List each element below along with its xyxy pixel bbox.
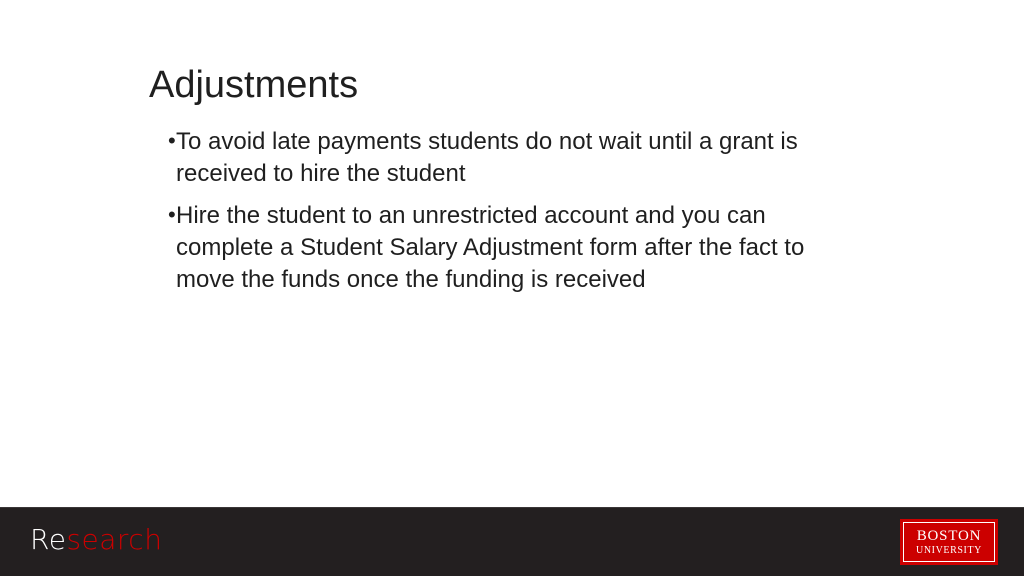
bullet-icon: • bbox=[168, 202, 176, 227]
bullet-list bbox=[170, 126, 830, 296]
bullet-icon: • bbox=[168, 128, 176, 153]
research-brand bbox=[30, 522, 162, 558]
bullet-item bbox=[170, 126, 830, 190]
bullet-text: To avoid late payments students do not wait until a grant is received to hire the student bbox=[176, 128, 798, 187]
bullet-item bbox=[170, 200, 830, 296]
logo-text-university: UNIVERSITY bbox=[916, 544, 982, 556]
brand-part-search: search bbox=[66, 523, 163, 556]
logo-text-boston: BOSTON bbox=[916, 527, 982, 544]
slide-title: Adjustments bbox=[149, 64, 359, 106]
logo-frame bbox=[903, 522, 995, 562]
footer-bar bbox=[0, 507, 1024, 576]
boston-university-logo bbox=[900, 519, 998, 565]
brand-part-re: Re bbox=[30, 523, 67, 556]
bullet-text: Hire the student to an unrestricted account and you can complete a Student Salary Adjustment form after the fact to move the funds once the funding is received bbox=[176, 202, 805, 293]
